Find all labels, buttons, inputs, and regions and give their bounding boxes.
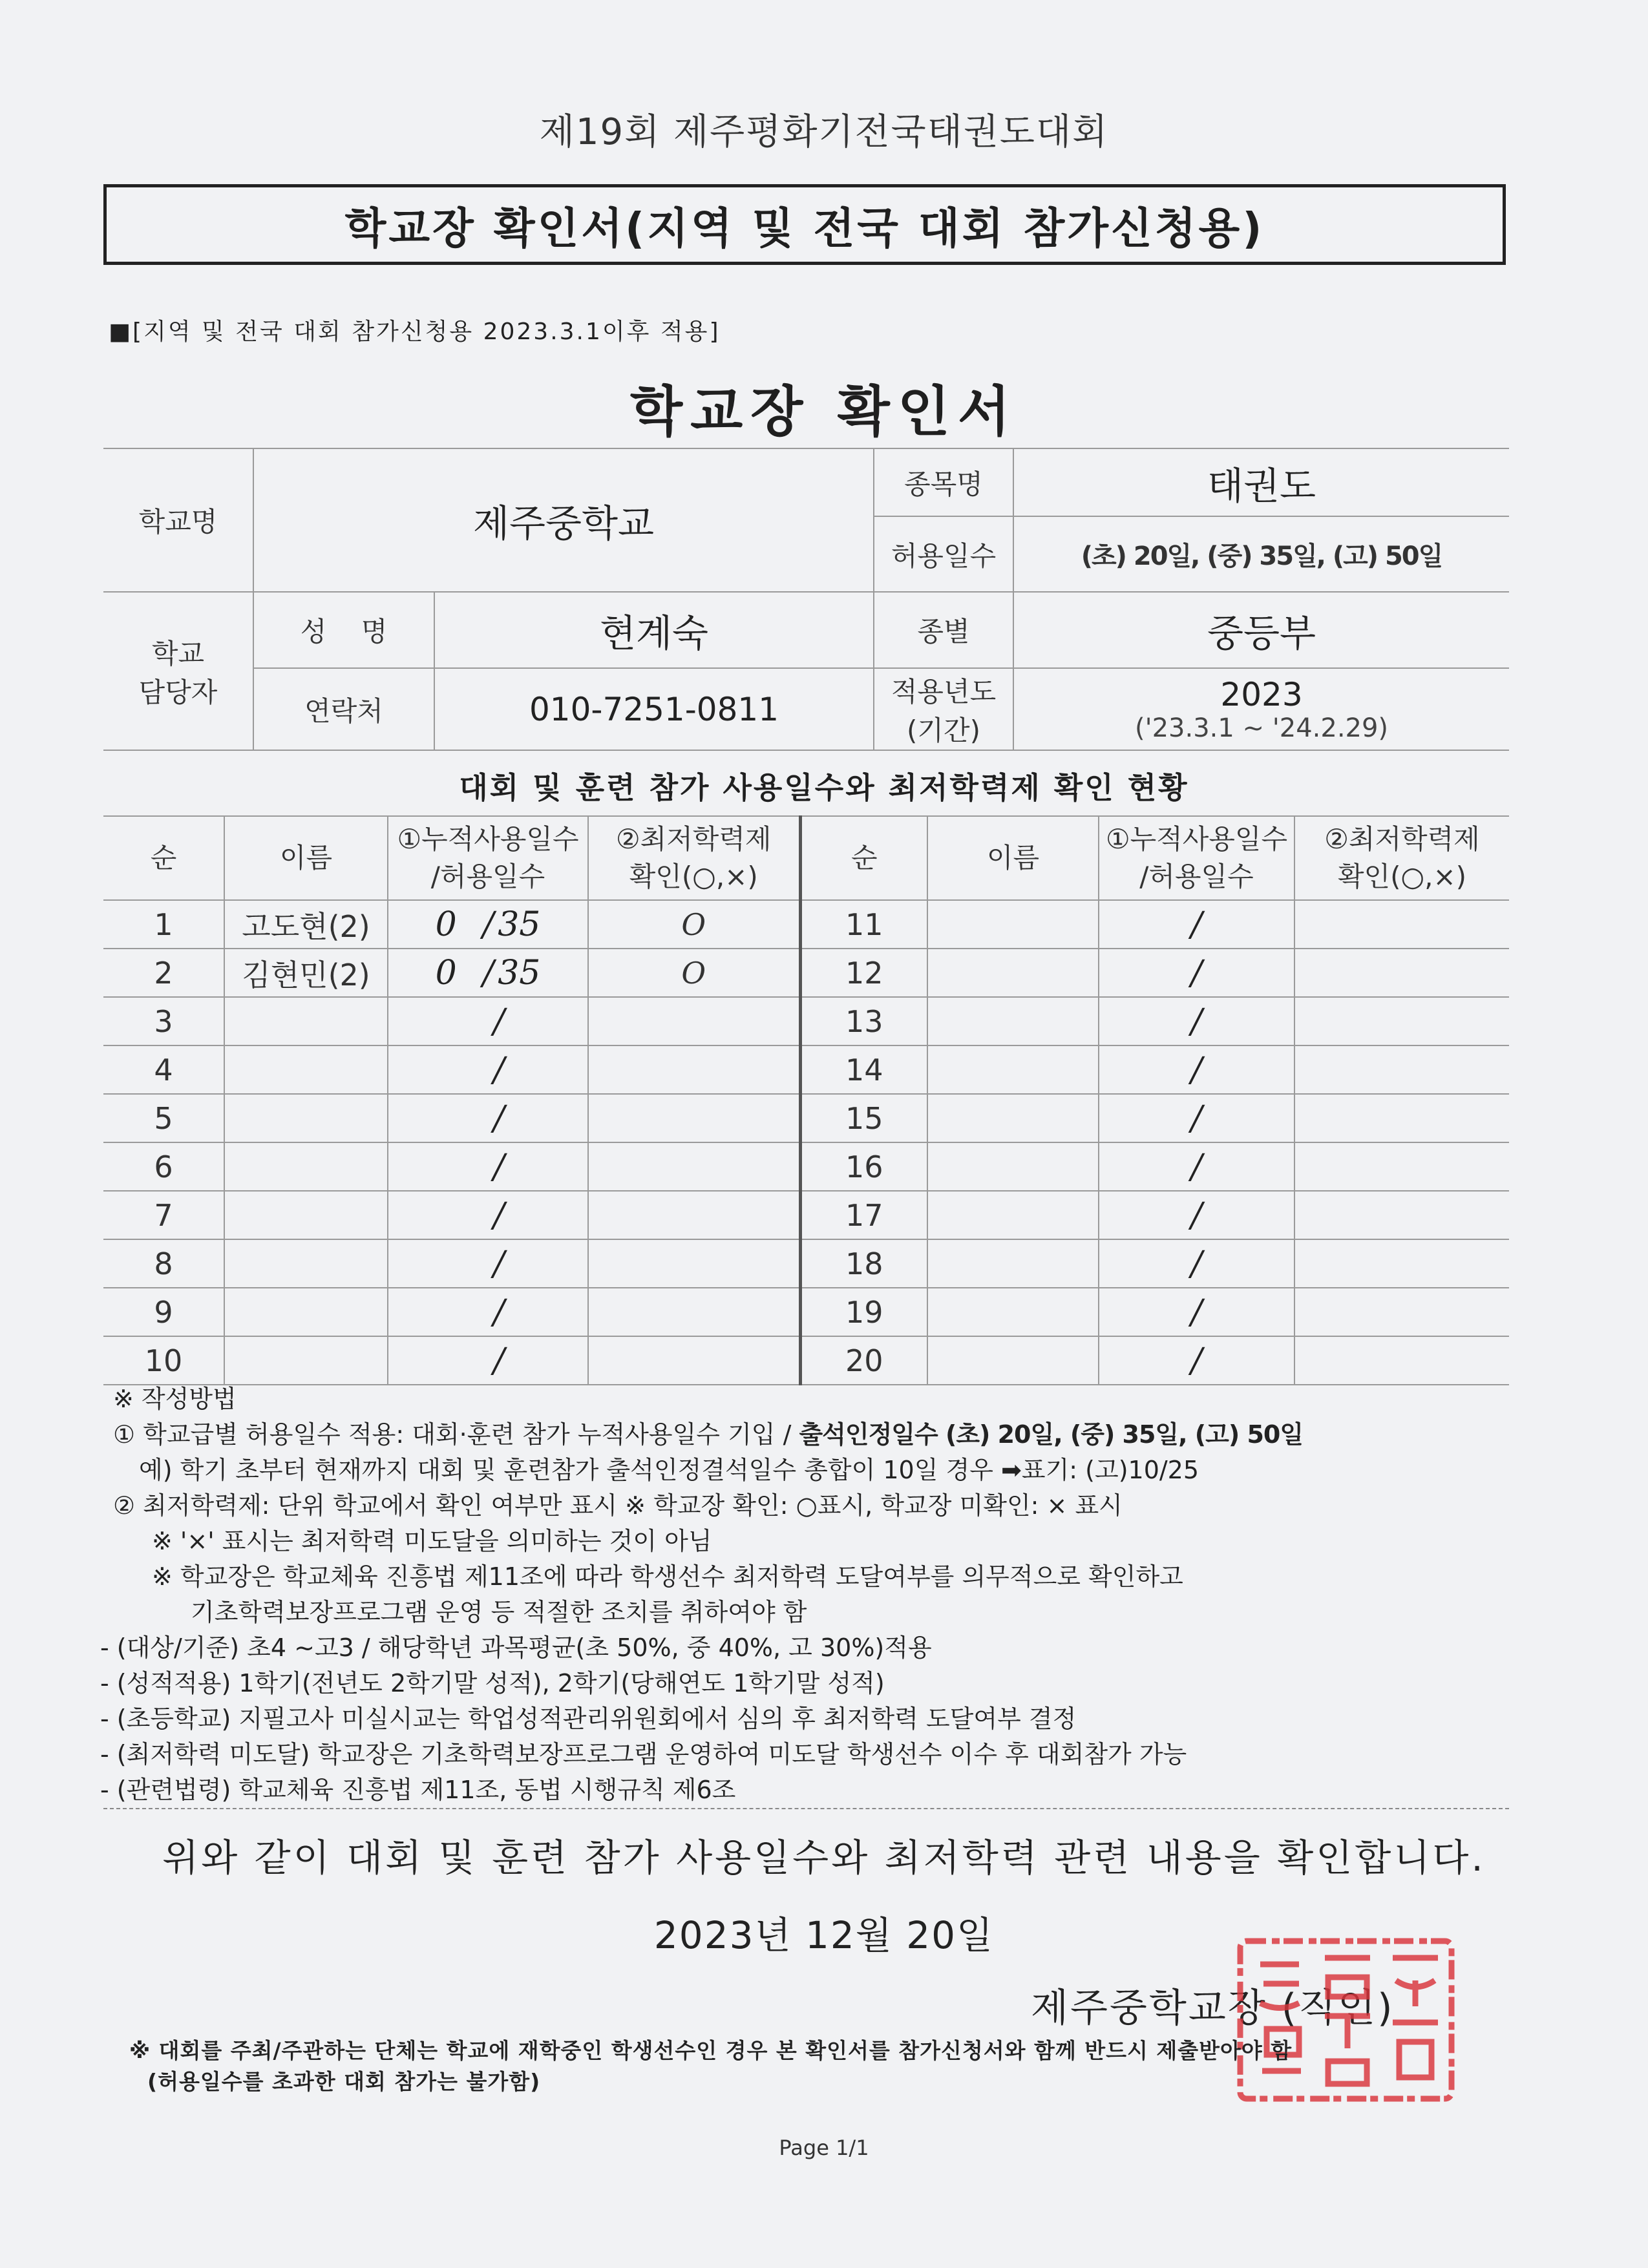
- applicability-note: ■[지역 및 전국 대회 참가신청용 2023.3.1이후 적용]: [109, 319, 721, 345]
- divider-line: [103, 1808, 1509, 1809]
- header-days-right: [1099, 816, 1294, 900]
- confirmation-text: 위와 같이 대회 및 훈련 참가 사용일수와 최저학력 관련 내용을 확인합니다.: [162, 1836, 1486, 1880]
- roster-header-row: [103, 816, 1509, 900]
- table-row: [103, 1288, 1509, 1336]
- row-name: [224, 1336, 388, 1385]
- row-days-right: [1099, 900, 1294, 949]
- row-check-right: [1294, 1239, 1509, 1288]
- slash: /: [482, 905, 494, 944]
- slash: /: [493, 1050, 505, 1089]
- allowed-days-value: (초) 20일, (중) 35일, (고) 50일: [1013, 516, 1509, 592]
- header-days-right-line1: ①누적사용일수: [1105, 823, 1288, 855]
- row-check: [588, 1239, 800, 1288]
- row-no: 10: [103, 1336, 224, 1385]
- row-name: 김현민(2): [224, 949, 388, 997]
- header-no-right: 순: [800, 816, 927, 900]
- row-no-right: 19: [800, 1288, 927, 1336]
- table-row: [103, 949, 1509, 997]
- sport-value: 태권도: [1013, 448, 1509, 516]
- header-days-line2: /허용일수: [430, 861, 545, 892]
- row-check-right: [1294, 1336, 1509, 1385]
- row-check: [588, 1288, 800, 1336]
- row-check-right: [1294, 1142, 1509, 1191]
- row-name-right: [927, 997, 1099, 1045]
- instruction-line-1: [113, 1417, 1522, 1453]
- row-no: 3: [103, 997, 224, 1045]
- row-check: [588, 1336, 800, 1385]
- instruction-line-7: - (대상/기준) 초4 ~고3 / 해당학년 과목평균(초 50%, 중 40%, 고 30%)적용: [100, 1633, 932, 1662]
- row-no-right: 12: [800, 949, 927, 997]
- slash: /: [1190, 1002, 1203, 1041]
- slash: /: [1190, 1098, 1203, 1138]
- row-name: [224, 997, 388, 1045]
- instruction-line-8: - (성적적용) 1학기(전년도 2학기말 성적), 2학기(당해연도 1학기말 성적): [100, 1669, 885, 1697]
- header-days-right-line2: /허용일수: [1139, 861, 1254, 892]
- sport-label: 종목명: [874, 448, 1013, 516]
- instruction-line-1a: ① 학교급별 허용일수 적용: 대회·훈련 참가 누적사용일수 기입 /: [113, 1420, 799, 1449]
- footer-note: [129, 2035, 1292, 2097]
- row-check: [588, 1191, 800, 1239]
- row-no: 9: [103, 1288, 224, 1336]
- arrow-icon: ➡: [1001, 1456, 1022, 1484]
- instruction-line-2: [113, 1453, 1522, 1488]
- signer-name: 제주중학교장: [1031, 1986, 1267, 2031]
- allowed-days-label: 허용일수: [874, 516, 1013, 592]
- manager-label-line2: 담당자: [138, 676, 218, 708]
- row-days: [388, 1094, 588, 1142]
- row-check: [588, 997, 800, 1045]
- table-row: [103, 900, 1509, 949]
- instruction-line-4: ※ '×' 표시는 최저학력 미도달을 의미하는 것이 아님: [152, 1527, 712, 1555]
- table-row: [103, 1336, 1509, 1385]
- row-no-right: 20: [800, 1336, 927, 1385]
- header-min-right-line2: 확인(○,×): [1337, 861, 1467, 892]
- row-no-right: 18: [800, 1239, 927, 1288]
- header-min-right: [1294, 816, 1509, 900]
- row-no: 5: [103, 1094, 224, 1142]
- row-no-right: 11: [800, 900, 927, 949]
- row-name: [224, 1288, 388, 1336]
- roster-section-title: 대회 및 훈련 참가 사용일수와 최저학력제 확인 현황: [459, 770, 1189, 805]
- header-no: 순: [103, 816, 224, 900]
- header-days-line1: ①누적사용일수: [397, 823, 579, 855]
- header-days: [388, 816, 588, 900]
- confirmation-date: 2023년 12월 20일: [653, 1913, 995, 1957]
- used-days: 0: [435, 905, 457, 944]
- name-label: 성 명: [253, 592, 434, 668]
- info-table: [103, 448, 1509, 751]
- row-days-right: [1099, 949, 1294, 997]
- row-days: [388, 949, 588, 997]
- row-no: 2: [103, 949, 224, 997]
- instruction-line-1b: 출석인정일수 (초) 20일, (중) 35일, (고) 50일: [799, 1420, 1304, 1449]
- header-name-right: 이름: [927, 816, 1099, 900]
- row-check-right: [1294, 1191, 1509, 1239]
- instruction-line-9: - (초등학교) 지필고사 미실시교는 학업성적관리위원회에서 심의 후 최저학력 도달여부 결정: [100, 1705, 1077, 1733]
- row-days-right: [1099, 1094, 1294, 1142]
- row-no: 8: [103, 1239, 224, 1288]
- used-days: 0: [435, 953, 457, 992]
- year-label-line1: 적용년도: [891, 675, 997, 708]
- row-days: [388, 1142, 588, 1191]
- row-no: 6: [103, 1142, 224, 1191]
- header-name: 이름: [224, 816, 388, 900]
- slash: /: [1190, 1050, 1203, 1089]
- year-cell: [1013, 668, 1509, 750]
- row-check-right: [1294, 900, 1509, 949]
- row-name-right: [927, 1094, 1099, 1142]
- header-min-line2: 확인(○,×): [629, 861, 758, 892]
- school-label: 학교명: [103, 448, 253, 592]
- row-no-right: 17: [800, 1191, 927, 1239]
- roster-body: [103, 900, 1509, 1385]
- school-value: 제주중학교: [253, 448, 874, 592]
- row-no-right: 15: [800, 1094, 927, 1142]
- instruction-line-10: - (최저학력 미도달) 학교장은 기초학력보장프로그램 운영하여 미도달 학생선수 이수 후 대회참가 가능: [100, 1740, 1187, 1769]
- table-row: [103, 1142, 1509, 1191]
- row-no-right: 13: [800, 997, 927, 1045]
- slash: /: [1190, 905, 1203, 944]
- header-min-right-line1: ②최저학력제: [1324, 823, 1480, 855]
- row-days: [388, 1336, 588, 1385]
- row-name-right: [927, 1239, 1099, 1288]
- row-days: [388, 900, 588, 949]
- row-days: [388, 1045, 588, 1094]
- instruction-line-2a: 예) 학기 초부터 현재까지 대회 및 훈련참가 출석인정결석일수 총합이 10일 경우: [139, 1456, 993, 1484]
- row-check-right: [1294, 1045, 1509, 1094]
- year-label-line2: (기간): [907, 714, 980, 746]
- year-value: 2023: [1220, 675, 1303, 713]
- row-check: [588, 1094, 800, 1142]
- table-row: [103, 1191, 1509, 1239]
- page-number: Page 1/1: [779, 2136, 869, 2160]
- row-name: [224, 1239, 388, 1288]
- contact-value: 010-7251-0811: [434, 668, 874, 750]
- slash: /: [1190, 1341, 1203, 1380]
- slash: /: [493, 1002, 505, 1041]
- row-no: 4: [103, 1045, 224, 1094]
- slash: /: [493, 1195, 505, 1235]
- table-row: [103, 1045, 1509, 1094]
- row-check: [588, 1142, 800, 1191]
- row-check: O: [588, 949, 800, 997]
- slash: /: [493, 1098, 505, 1138]
- row-days-right: [1099, 997, 1294, 1045]
- row-no: 7: [103, 1191, 224, 1239]
- row-name-right: [927, 1045, 1099, 1094]
- event-title: 제19회 제주평화기전국태권도대회: [539, 111, 1109, 153]
- slash: /: [1190, 1195, 1203, 1235]
- row-name-right: [927, 1142, 1099, 1191]
- row-name: [224, 1142, 388, 1191]
- table-row: [103, 1239, 1509, 1288]
- row-days-right: [1099, 1336, 1294, 1385]
- year-label: [874, 668, 1013, 750]
- allowed-days: 35: [498, 905, 541, 944]
- slash: /: [1190, 1292, 1203, 1332]
- row-days: [388, 1191, 588, 1239]
- table-row: [103, 1094, 1509, 1142]
- instruction-line-2b: 표기: (고)10/25: [1021, 1456, 1199, 1484]
- allowed-days: 35: [498, 953, 541, 992]
- instructions: [100, 1381, 1522, 1808]
- instruction-line-5: ※ 학교장은 학교체육 진흥법 제11조에 따라 학생선수 최저학력 도달여부를 의무적으로 확인하고: [152, 1562, 1183, 1591]
- row-check-right: [1294, 1288, 1509, 1336]
- division-value: 중등부: [1013, 592, 1509, 668]
- manager-label: [103, 592, 253, 750]
- row-days-right: [1099, 1045, 1294, 1094]
- row-check: O: [588, 900, 800, 949]
- footer-note-line2: (허용일수를 초과한 대회 참가는 불가함): [147, 2069, 541, 2094]
- row-no: 1: [103, 900, 224, 949]
- row-check-right: [1294, 949, 1509, 997]
- instruction-line-3: ② 최저학력제: 단위 학교에서 확인 여부만 표시 ※ 학교장 확인: ○표시, 학교장 미확인: × 표시: [113, 1491, 1123, 1520]
- row-name-right: [927, 1336, 1099, 1385]
- row-days: [388, 997, 588, 1045]
- table-row: [103, 997, 1509, 1045]
- contact-label: 연락처: [253, 668, 434, 750]
- manager-label-line1: 학교: [151, 637, 205, 669]
- seal-label: (직인): [1281, 1986, 1395, 2031]
- slash: /: [493, 1244, 505, 1283]
- slash: /: [493, 1341, 505, 1380]
- row-days-right: [1099, 1288, 1294, 1336]
- footer-note-line1: ※ 대회를 주최/주관하는 단체는 학교에 재학중인 학생선수인 경우 본 확인서를 참가신청서와 함께 반드시 제출받아야 함: [129, 2038, 1293, 2063]
- slash: /: [1190, 1147, 1203, 1186]
- row-check: [588, 1045, 800, 1094]
- header-min: [588, 816, 800, 900]
- name-value: 현계숙: [434, 592, 874, 668]
- row-check-right: [1294, 1094, 1509, 1142]
- document-box-title: 학교장 확인서(지역 및 전국 대회 참가신청용): [103, 184, 1506, 265]
- slash: /: [493, 1292, 505, 1332]
- row-name-right: [927, 949, 1099, 997]
- row-no-right: 14: [800, 1045, 927, 1094]
- row-name-right: [927, 900, 1099, 949]
- row-name: [224, 1094, 388, 1142]
- row-no-right: 16: [800, 1142, 927, 1191]
- row-days-right: [1099, 1142, 1294, 1191]
- slash: /: [482, 953, 494, 992]
- row-name-right: [927, 1191, 1099, 1239]
- instruction-line-6: 기초학력보장프로그램 운영 등 적절한 조치를 취하여야 함: [191, 1598, 807, 1626]
- row-days: [388, 1239, 588, 1288]
- row-days: [388, 1288, 588, 1336]
- row-days-right: [1099, 1239, 1294, 1288]
- row-name: [224, 1045, 388, 1094]
- slash: /: [1190, 1244, 1203, 1283]
- slash: /: [493, 1147, 505, 1186]
- row-name: 고도현(2): [224, 900, 388, 949]
- slash: /: [1190, 953, 1203, 992]
- instructions-heading: ※ 작성방법: [113, 1385, 237, 1413]
- roster-table: [103, 815, 1509, 1385]
- row-name: [224, 1191, 388, 1239]
- row-days-right: [1099, 1191, 1294, 1239]
- instruction-line-11: - (관련법령) 학교체육 진흥법 제11조, 동법 시행규칙 제6조: [100, 1776, 736, 1804]
- row-check-right: [1294, 997, 1509, 1045]
- division-label: 종별: [874, 592, 1013, 668]
- header-min-line1: ②최저학력제: [615, 823, 772, 855]
- row-name-right: [927, 1288, 1099, 1336]
- form-title: 학교장 확인서: [629, 380, 1019, 443]
- period-value: ('23.3.1 ~ '24.2.29): [1134, 713, 1389, 743]
